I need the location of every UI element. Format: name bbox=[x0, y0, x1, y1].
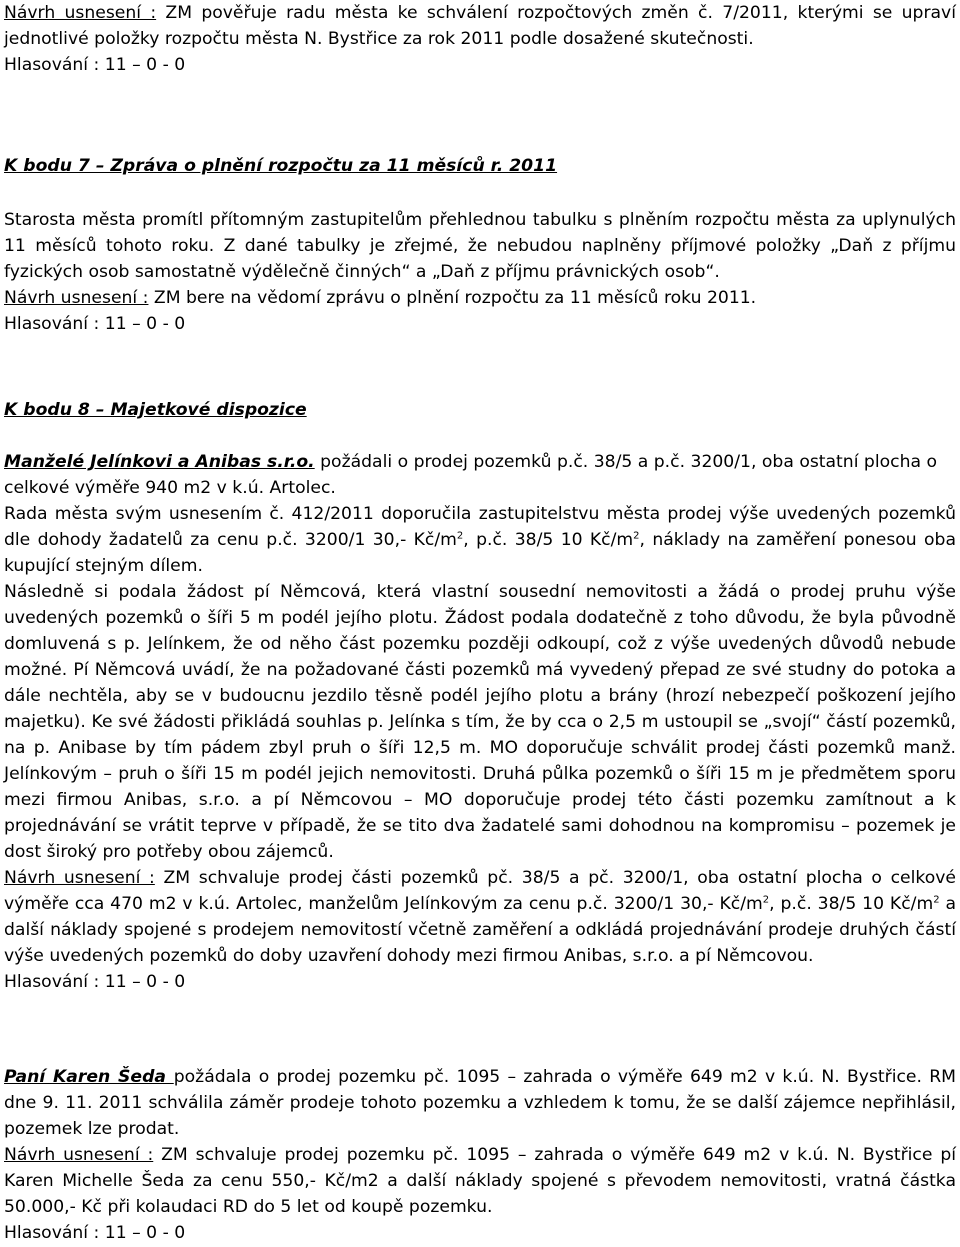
council-text-c: , náklady na zaměření ponesou oba kupující stejným dílem. bbox=[4, 530, 956, 576]
applicant-name: Manželé Jelínkovi a Anibas s.r.o. bbox=[4, 452, 315, 472]
section-item-8 bbox=[4, 397, 956, 423]
paragraph-resolution-budget-changes bbox=[4, 0, 956, 52]
council-text-a: Rada města svým usnesením č. 412/2011 doporučila zastupitelstvu města prodej výše uvedených pozemků dle dohody žadatelů za cenu p.č. 3200/1 30,- Kč/m bbox=[4, 504, 956, 550]
paragraph-nemcova-request: Následně si podala žádost pí Němcová, která vlastní sousední nemovitosti a žádá o prodej pruhu výše uvedených pozemků o šíři 5 m podél jejího plotu. Žádost podala dodatečně z toho důvodu, že byla původně domluvená s p. Jelínkem, že od něho část pozemku později odkoupí, což z výše uvedených důvodů nebude možné. Pí Němcová uvádí, že na požadované části pozemků má vyvedený přepad ze své studny do potoka a dále nechtěla, aby se v budoucnu jezdilo těsně podél jejího plotu a brány (hrozí nebezpečí poškození jejího majetku). Ke své žádosti přikládá souhlas p. Jelínka s tím, že by cca o 2,5 m ustoupil se „svojí“ částí pozemků, na p. Anibase by tím pádem zbyl pruh o šíři 12,5 m. MO doporučuje schválit prodej části pozemků manž. Jelínkovým – pruh o šíři 15 m podél jejich nemovitosti. Druhá půlka pozemků o šíři 15 m je předmětem sporu mezi firmou Anibas, s.r.o. a pí Němcovou – MO doporučuje prodej této části pozemku zamítnout a k projednávání se vrátit teprve v případě, že se tito dva žadatelé sami dohodnou na kompromisu – pozemek je dost široký pro potřeby obou zájemců. bbox=[4, 582, 956, 862]
paragraph-council-resolution bbox=[4, 501, 956, 579]
section-item-7 bbox=[4, 153, 956, 179]
paragraph-request-jelinek bbox=[4, 449, 956, 501]
resolution-text-b: , p.č. 38/5 10 Kč/m bbox=[769, 894, 934, 914]
superscript: 2 bbox=[762, 894, 770, 906]
item-7-text: Starosta města promítl přítomným zastupitelům přehlednou tabulku s plněním rozpočtu města za uplynulých 11 měsíců tohoto roku. Z dané tabulky je zřejmé, že nebudou naplněny příjmové položky „Daň z příjmu fyzických osob samostatně výdělečně činných“ a „Daň z příjmu právnických osob“. bbox=[4, 210, 956, 282]
resolution-text: ZM bere na vědomí zprávu o plnění rozpočtu za 11 měsíců roku 2011. bbox=[148, 288, 757, 308]
superscript: 2 bbox=[456, 530, 464, 542]
resolution-label: Návrh usnesení : bbox=[4, 3, 157, 23]
resolution-label: Návrh usnesení : bbox=[4, 868, 155, 888]
resolution-label: Návrh usnesení : bbox=[4, 1145, 154, 1165]
paragraph-resolution-item-7 bbox=[4, 285, 956, 311]
vote-result: Hlasování : 11 – 0 - 0 bbox=[4, 972, 186, 992]
section-item-8-body bbox=[4, 449, 956, 995]
paragraph-request-seda bbox=[4, 1064, 956, 1142]
resolution-text-c: a další náklady spojené s prodejem nemovitostí včetně zaměření a odkládá projednávání prodeje druhých částí výše uvedených pozemků do doby uzavření dohody mezi firmou Anibas, s.r.o. a pí Němcovou. bbox=[4, 894, 957, 966]
superscript: 2 bbox=[933, 894, 940, 906]
council-text-b: , p.č. 38/5 10 Kč/m bbox=[463, 530, 634, 550]
section-seda bbox=[4, 1064, 956, 1246]
request-text: požádali o prodej pozemků p.č. 38/5 a p.č. 3200/1, oba ostatní plocha o celkové výměře 940 m2 v k.ú. Artolec. bbox=[4, 452, 937, 498]
section-item-7-body bbox=[4, 207, 956, 337]
section-budget-changes bbox=[4, 0, 956, 78]
vote-result: Hlasování : 11 – 0 - 0 bbox=[4, 55, 186, 75]
resolution-label: Návrh usnesení : bbox=[4, 288, 149, 308]
paragraph-resolution-seda bbox=[4, 1142, 956, 1220]
vote-result: Hlasování : 11 – 0 - 0 bbox=[4, 1223, 186, 1243]
vote-result: Hlasování : 11 – 0 - 0 bbox=[4, 314, 186, 334]
resolution-text: ZM schvaluje prodej pozemku pč. 1095 – zahrada o výměře 649 m2 v k.ú. N. Bystřice pí Karen Michelle Šeda za cenu 550,- Kč/m2 a další náklady spojené s převodem nemovitosti, vratná částka 50.000,- Kč při kolaudaci RD do 5 let od koupě pozemku. bbox=[4, 1145, 957, 1217]
superscript: 2 bbox=[633, 530, 640, 542]
paragraph-resolution-item-8 bbox=[4, 865, 956, 969]
resolution-text-a: ZM schvaluje prodej části pozemků pč. 38/5 a pč. 3200/1, oba ostatní plocha o celkové výměře cca 470 m2 v k.ú. Artolec, manželům Jelínkovým za cenu p.č. 3200/1 30,- Kč/m bbox=[4, 868, 956, 914]
item-8-heading: K bodu 8 – Majetkové dispozice bbox=[4, 400, 307, 420]
request-text: požádala o prodej pozemku pč. 1095 – zahrada o výměře 649 m2 v k.ú. N. Bystřice. RM dne 9. 11. 2011 schválila záměr prodeje tohoto pozemku a vzhledem k tomu, že se další zájemce nepřihlásil, pozemek lze prodat. bbox=[4, 1067, 956, 1139]
applicant-name: Paní Karen Šeda bbox=[4, 1067, 174, 1087]
resolution-text: ZM pověřuje radu města ke schválení rozpočtových změn č. 7/2011, kterými se upraví jednotlivé položky rozpočtu města N. Bystřice za rok 2011 podle dosažené skutečnosti. bbox=[4, 3, 956, 49]
item-7-heading: K bodu 7 – Zpráva o plnění rozpočtu za 11 měsíců r. 2011 bbox=[4, 156, 558, 176]
